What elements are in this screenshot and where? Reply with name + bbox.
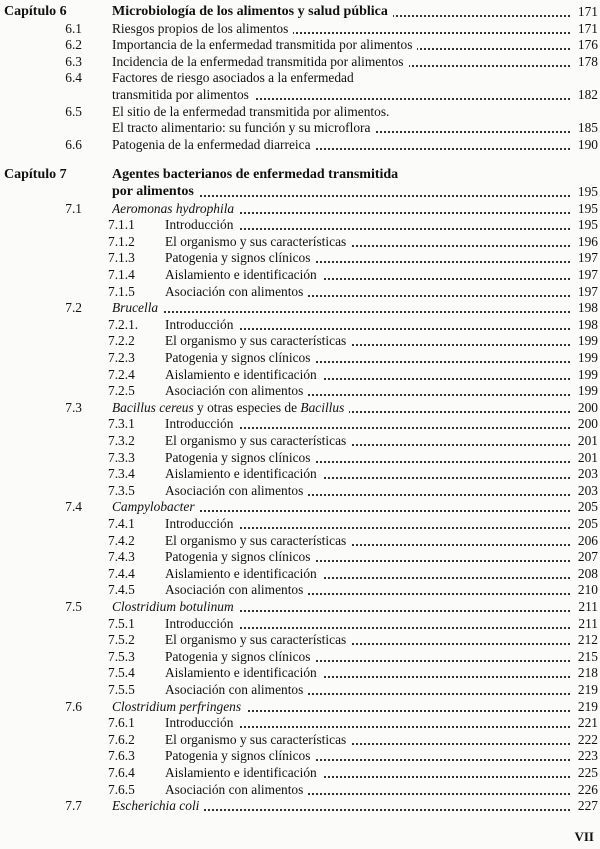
toc-entry [0,349,600,366]
toc-entry [0,664,600,681]
section-number: 7.1 [65,200,82,216]
entry-title: Patogenia de la enfermedad diarreica [112,136,570,153]
page-number: 208 [577,565,598,581]
page-number: 223 [577,748,598,764]
subsection-number: 7.6.4 [108,765,135,780]
toc-entry [0,565,600,582]
entry-title: Patogenia y signos clínicos [165,249,570,266]
subsection-number: 7.4.3 [108,549,135,565]
subsection-number: 7.6.1 [108,715,135,731]
page-number: 200 [577,399,598,415]
chapter-label: Capítulo 7 [4,167,67,183]
entry-title: Asociación con alimentos [165,482,570,499]
toc-entry [0,69,600,86]
page-number: 198 [577,300,598,316]
entry-title: Clostridium perfringens [112,698,570,715]
page-number: 185 [577,120,598,136]
entry-title: Bacillus cereus y otras especies de Bacillus [112,399,570,416]
entry-title: Campylobacter [112,498,570,515]
subsection-number: 7.2.5 [108,383,135,399]
dot-leader [112,311,570,313]
toc-entry [0,283,600,300]
section-number: 6.3 [65,53,82,69]
subsection-number: 7.1.3 [108,250,135,266]
toc-entry [0,20,600,37]
page-number: 227 [577,798,598,814]
page-number: 210 [577,582,598,598]
page-number: 198 [577,316,598,332]
section-number: 7.2 [65,300,82,316]
entry-title: Aislamiento e identificación [165,366,570,383]
entry-title: Introducción [165,615,570,632]
toc-entry [0,449,600,466]
subsection-number: 7.3.5 [108,482,135,498]
toc-entry [0,366,600,383]
section-number: 6.5 [65,103,82,119]
toc-entry [0,581,600,598]
entry-title: Introducción [165,316,570,333]
entry-title: Aislamiento e identificación [165,465,570,482]
subsection-number: 7.1.2 [108,233,135,249]
subsection-number: 7.5.1 [108,615,135,631]
toc-entry [0,249,600,266]
toc-entry [0,747,600,764]
subsection-number: 7.1.4 [108,267,135,282]
toc-entry [0,714,600,731]
subsection-number: 7.3.1 [108,416,135,432]
entry-title: Incidencia de la enfermedad transmitida por alimentos [112,53,570,70]
page-number: 197 [577,267,598,282]
page-number-footer: VII [574,829,594,844]
page-number: 203 [577,466,598,482]
entry-title: El tracto alimentario: su función y su microflora [112,119,570,136]
page-number: 171 [577,20,598,36]
page-number: 201 [577,433,598,448]
page-number: 207 [577,549,598,565]
entry-title: Introducción [165,515,570,532]
subsection-number: 7.3.3 [108,449,135,465]
toc-entry [0,200,600,217]
page-number: 222 [577,731,598,747]
subsection-number: 7.5.2 [108,632,135,648]
entry-title: Introducción [165,415,570,432]
toc-entry [0,86,600,103]
toc-entry [0,648,600,665]
toc-entry [0,797,600,814]
entry-title: Asociación con alimentos [165,581,570,598]
page-number: 199 [577,366,598,382]
entry-title: por alimentos [112,183,570,200]
entry-title: El organismo y sus características [165,332,570,349]
toc-entry [0,316,600,333]
entry-title: Patogenia y signos clínicos [165,449,570,466]
toc-entry [0,216,600,233]
page-number: 206 [577,532,598,548]
section-number: 7.3 [65,399,82,415]
page-number: 205 [577,516,598,531]
page-number: 225 [577,765,598,780]
page-number: 182 [577,87,598,102]
subsection-number: 7.3.2 [108,433,135,448]
page-number: 199 [577,383,598,399]
entry-title: Importancia de la enfermedad transmitida por alimentos [112,36,570,53]
toc-entry [0,432,600,449]
toc-entry [0,781,600,798]
entry-title: Introducción [165,216,570,233]
toc-entry [0,764,600,781]
page-number: 197 [577,283,598,299]
toc-entry [0,731,600,748]
toc-entry [0,681,600,698]
toc-entry [0,166,600,183]
toc-entry [0,498,600,515]
entry-title: Patogenia y signos clínicos [165,349,570,366]
toc-entry [0,532,600,549]
entry-title: Aislamiento e identificación [165,664,570,681]
subsection-number: 7.2.4 [108,366,135,382]
toc-entry [0,482,600,499]
toc-entry [0,103,600,120]
toc-entry [0,598,600,615]
page-number: 226 [577,781,598,797]
section-number: 7.6 [65,698,82,714]
page-number: 211 [578,599,598,614]
page-number: 221 [577,715,598,731]
page-number: 203 [577,482,598,498]
entry-title: Brucella [112,299,570,316]
toc-entry [0,382,600,399]
subsection-number: 7.6.5 [108,781,135,797]
subsection-number: 7.5.4 [108,665,135,681]
page-number: 211 [578,615,598,631]
entry-title: El sitio de la enfermedad transmitida por alimentos. [112,103,570,120]
page-number: 195 [577,200,598,216]
page-number: 212 [577,632,598,648]
entry-title: Patogenia y signos clínicos [165,747,570,764]
page-number: 199 [577,350,598,365]
toc-entry [0,266,600,283]
subsection-number: 7.5.5 [108,682,135,697]
page-number: 176 [577,37,598,53]
entry-title: El organismo y sus características [165,731,570,748]
page-number: 205 [577,499,598,515]
subsection-number: 7.2.3 [108,350,135,365]
page-number: 218 [577,665,598,681]
page-number: 196 [577,233,598,249]
entry-title: Factores de riesgo asociados a la enfermedad [112,69,570,86]
toc-entry [0,615,600,632]
page-number: 195 [577,217,598,233]
entry-title: Escherichia coli [112,797,570,814]
entry-title: Asociación con alimentos [165,382,570,399]
toc-entry [0,465,600,482]
entry-title: El organismo y sus características [165,233,570,250]
toc-entry [0,3,600,20]
entry-title: Aislamiento e identificación [165,565,570,582]
toc-entry [0,399,600,416]
entry-title: Asociación con alimentos [165,283,570,300]
toc-entry [0,119,600,136]
chapter-label: Capítulo 6 [4,4,67,19]
entry-title: transmitida por alimentos [112,86,570,103]
section-number: 6.2 [65,37,82,53]
section-number: 7.5 [65,599,82,614]
entry-title: Asociación con alimentos [165,681,570,698]
page-number: 201 [577,449,598,465]
page-number: 219 [577,682,598,697]
toc-entry [0,548,600,565]
page-number: 215 [577,648,598,664]
subsection-number: 7.4.1 [108,516,135,531]
toc-entry [0,332,600,349]
entry-title: El organismo y sus características [165,631,570,648]
entry-title: Aislamiento e identificación [165,266,570,283]
toc-entry [0,53,600,70]
toc-entry [0,698,600,715]
entry-title: Patogenia y signos clínicos [165,548,570,565]
toc-entry [0,136,600,153]
subsection-number: 7.6.3 [108,748,135,764]
entry-title: Clostridium botulinum [112,598,570,615]
page-number: 178 [577,53,598,69]
subsection-number: 7.1.1 [108,217,135,233]
page-number: 219 [577,698,598,714]
subsection-number: 7.4.4 [108,565,135,581]
subsection-number: 7.3.4 [108,466,135,482]
page-number: 195 [577,184,598,199]
section-number: 6.1 [65,20,82,36]
entry-title: Introducción [165,714,570,731]
subsection-number: 7.2.2 [108,333,135,349]
section-number: 7.4 [65,499,82,515]
subsection-number: 7.5.3 [108,648,135,664]
toc-entry [0,299,600,316]
entry-title: Aeromonas hydrophila [112,200,570,217]
page-number: 197 [577,250,598,266]
entry-title: Asociación con alimentos [165,781,570,798]
entry-title: Riesgos propios de los alimentos [112,20,570,37]
toc-entry [0,515,600,532]
entry-title: Microbiología de los alimentos y salud pública [112,3,570,20]
page-number: 200 [577,416,598,432]
section-number: 6.6 [65,136,82,152]
entry-title: Aislamiento e identificación [165,764,570,781]
subsection-number: 7.2.1. [108,316,139,332]
toc-entry [0,233,600,250]
toc-entry [0,415,600,432]
subsection-number: 7.6.2 [108,731,135,747]
page-number: 171 [577,4,598,19]
page-number: 190 [577,136,598,152]
toc-entry [0,36,600,53]
entry-title: El organismo y sus características [165,532,570,549]
entry-title: Patogenia y signos clínicos [165,648,570,665]
entry-title: Agentes bacterianos de enfermedad transmitida [112,166,570,183]
subsection-number: 7.1.5 [108,283,135,299]
entry-title: El organismo y sus características [165,432,570,449]
toc-entry [0,631,600,648]
section-number: 6.4 [65,70,82,86]
section-number: 7.7 [65,798,82,814]
subsection-number: 7.4.2 [108,532,135,548]
page-number: 199 [577,333,598,349]
subsection-number: 7.4.5 [108,582,135,598]
toc-entry [0,183,600,200]
